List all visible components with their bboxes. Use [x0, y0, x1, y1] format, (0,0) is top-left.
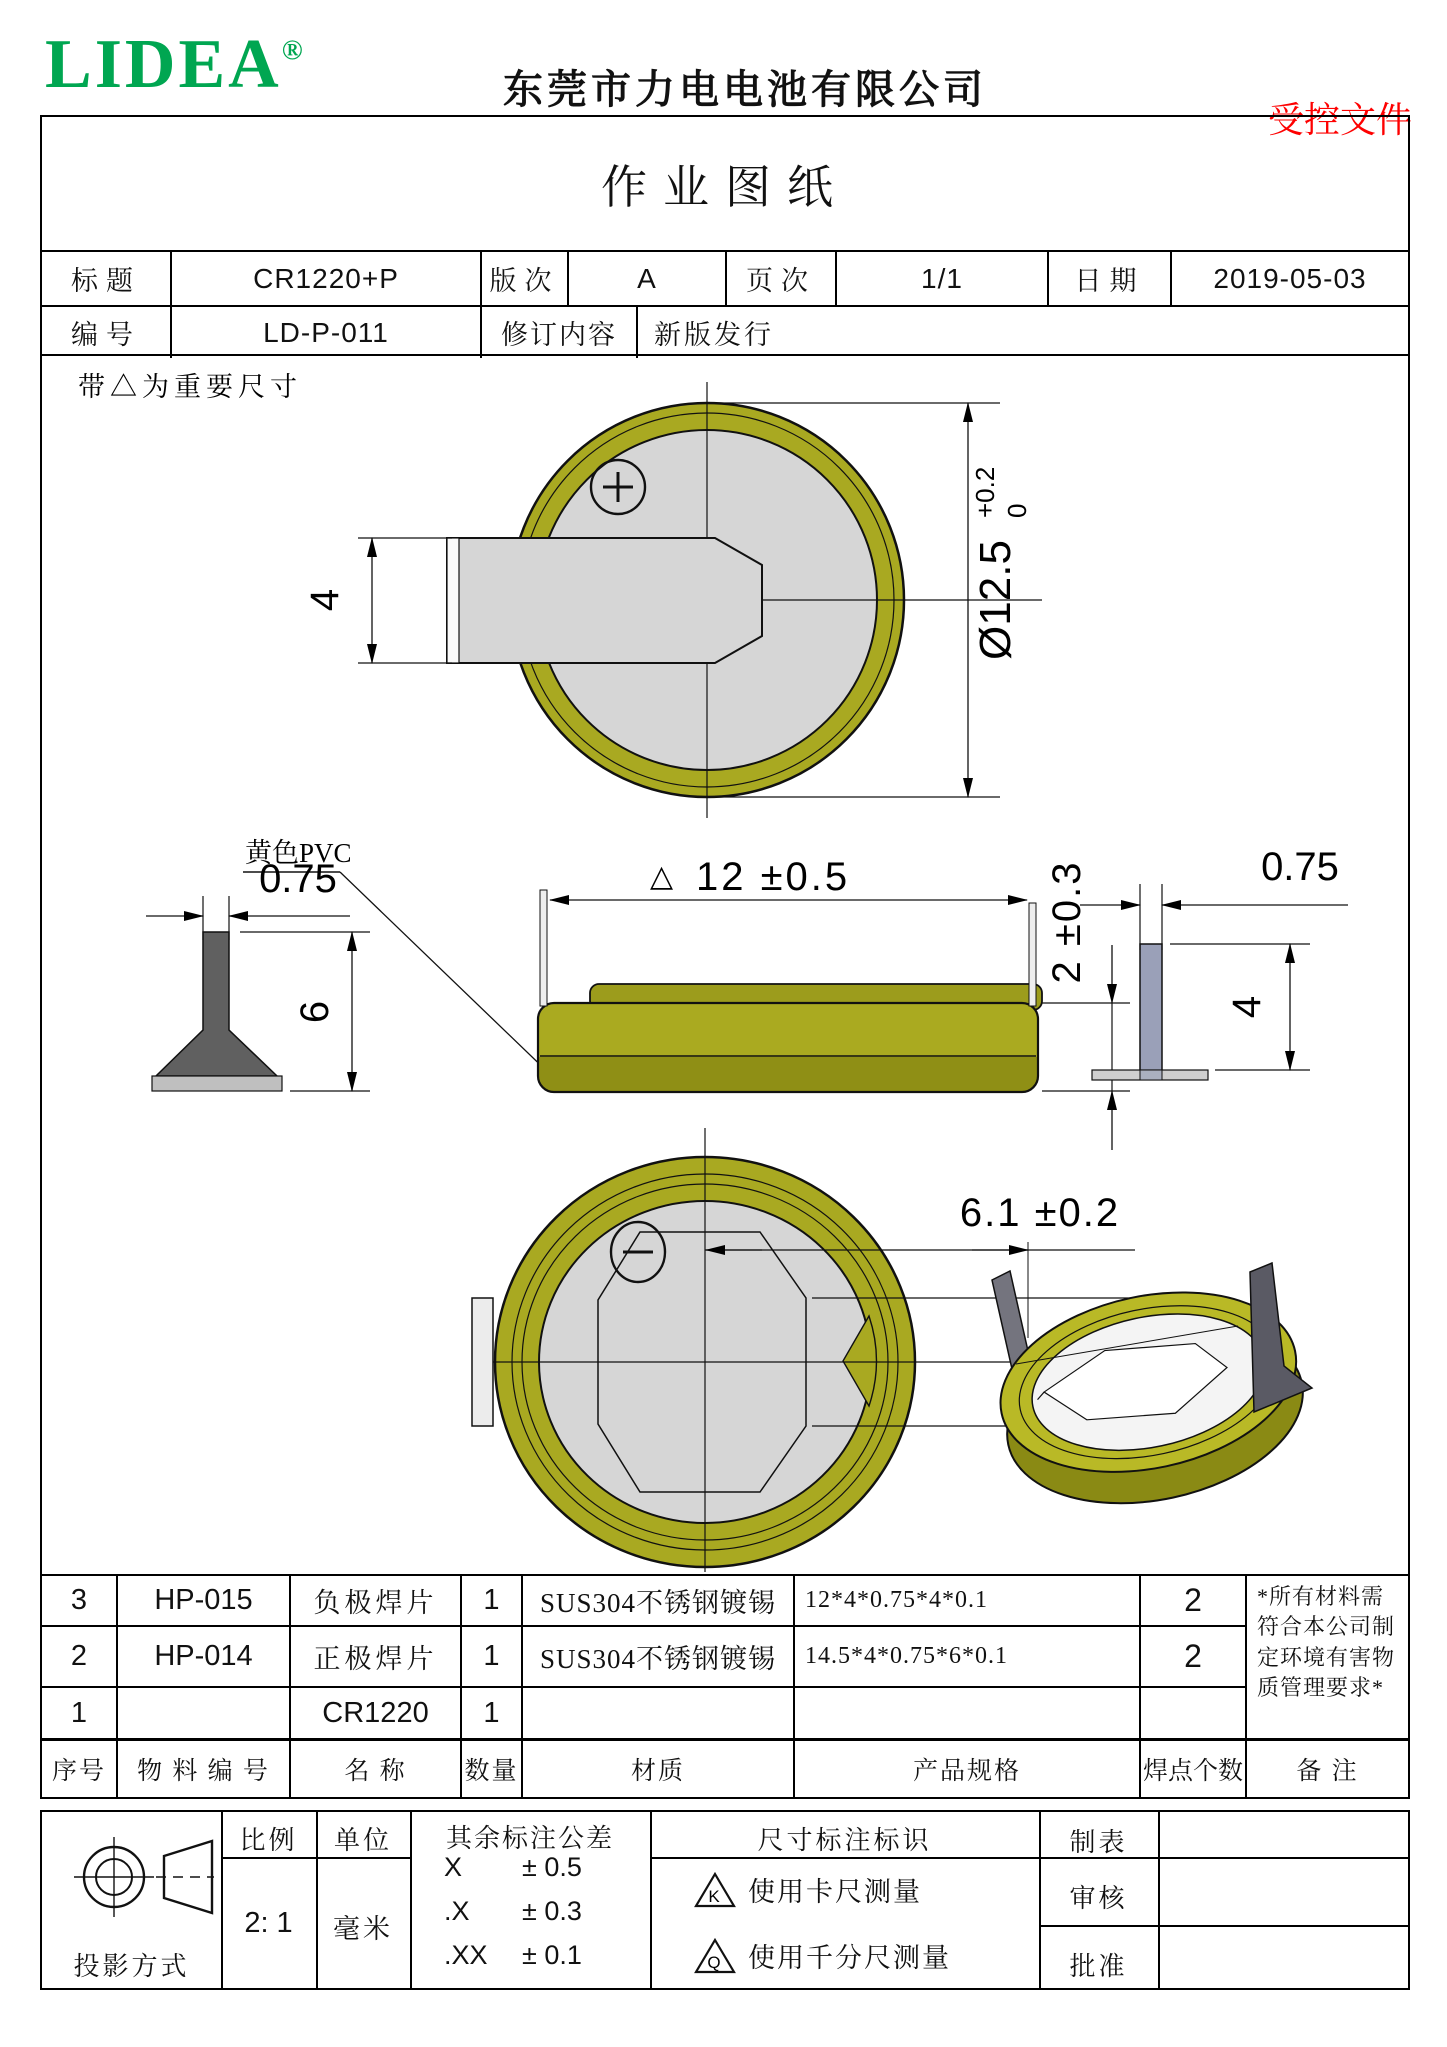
micrometer-legend: [694, 1936, 951, 1975]
tolerance-key: .X: [444, 1896, 470, 1926]
svg-text:△: △: [650, 860, 674, 893]
scale-label: 比例: [239, 1826, 298, 1855]
svg-text:12 ±0.5: 12 ±0.5: [696, 855, 851, 899]
label-revision: 版次: [482, 252, 569, 305]
svg-text:0.75: 0.75: [1261, 845, 1339, 889]
pvc-label: 黄色PVC: [245, 838, 352, 868]
tolerance-row: [444, 1896, 582, 1927]
svg-text:+0.2: +0.2: [970, 466, 1000, 518]
company-name: 东莞市力电电池有限公司: [503, 67, 987, 112]
svg-text:4: 4: [303, 588, 347, 612]
value-date: 2019-05-03: [1213, 262, 1367, 294]
part-solder-count: 2: [1139, 1576, 1245, 1625]
header-remark: 备 注: [1245, 1738, 1408, 1797]
value-page: 1/1: [837, 252, 1049, 305]
dim-body-height: [1042, 861, 1130, 1150]
part-no: 1: [42, 1686, 116, 1738]
part-solder-count: [1139, 1686, 1245, 1738]
svg-text:2 ±0.3: 2 ±0.3: [1045, 860, 1089, 984]
header-spec: 产品规格: [793, 1738, 1139, 1797]
header-solder-count: 焊点个数: [1139, 1738, 1245, 1797]
part-solder-count: 2: [1139, 1625, 1245, 1686]
label-page: 页次: [727, 252, 837, 305]
tolerance-key: .XX: [444, 1940, 488, 1970]
logo-text: LIDEA: [45, 26, 282, 103]
svg-text:0.75: 0.75: [259, 857, 337, 901]
part-code: HP-015: [116, 1576, 289, 1625]
title-row-1: [42, 252, 1408, 305]
iso-tab-right: [1250, 1263, 1312, 1412]
part-qty: 1: [460, 1625, 521, 1686]
part-qty: 1: [460, 1576, 521, 1625]
header-code: 物 料 编 号: [116, 1738, 289, 1797]
svg-text:0: 0: [1002, 503, 1032, 518]
label-title: 标题: [42, 252, 172, 305]
dim-body-diameter: [550, 855, 1027, 900]
dim-pos-tab-thickness: [1080, 845, 1348, 950]
tolerance-title: 其余标注公差: [445, 1824, 614, 1853]
maker-label: 制表: [1069, 1828, 1128, 1857]
label-date: 日期: [1049, 252, 1172, 305]
label-number: 编号: [42, 307, 172, 358]
svg-text:6: 6: [293, 1000, 337, 1024]
dim-top-tab-width: [303, 538, 452, 663]
dim-neg-tab-thickness: [146, 857, 350, 940]
part-no: 2: [42, 1625, 116, 1686]
top-view-drawing: [303, 382, 1042, 818]
svg-text:Ø12.5: Ø12.5: [971, 540, 1020, 660]
part-name: CR1220: [289, 1686, 460, 1738]
header-material: 材质: [521, 1738, 793, 1797]
header-name: 名 称: [289, 1738, 460, 1797]
dim-pos-tab-length: [1170, 944, 1310, 1070]
svg-text:Q: Q: [707, 1952, 723, 1972]
tolerance-value: ± 0.5: [522, 1852, 582, 1882]
divider: [221, 1857, 412, 1859]
part-material: SUS304不锈钢镀锡: [521, 1576, 793, 1625]
tab-bend-right: [1029, 903, 1036, 1006]
review-label: 审核: [1069, 1884, 1128, 1913]
registered-mark-icon: ®: [281, 35, 306, 66]
review-signature-cell: [1158, 1857, 1410, 1925]
parts-table: [40, 1574, 1410, 1799]
caliper-text: 使用卡尺测量: [748, 1877, 922, 1907]
iso-3d-view: [984, 1263, 1320, 1529]
part-spec: 12*4*0.75*4*0.1: [793, 1576, 1139, 1625]
value-number: LD-P-011: [172, 307, 482, 358]
part-spec: 14.5*4*0.75*6*0.1: [793, 1625, 1139, 1686]
pos-tab-side-view: [1080, 845, 1348, 1080]
caliper-triangle-icon: [694, 1872, 736, 1908]
value-title: CR1220+P: [172, 252, 482, 305]
approve-signature-cell: [1158, 1925, 1410, 1990]
doc-title: 作业图纸: [42, 117, 1408, 252]
header-qty: 数量: [460, 1738, 521, 1797]
dim-mark-title: 尺寸标注标识: [757, 1826, 932, 1855]
company-logo: [45, 26, 306, 103]
value-revision-content: 新版发行: [654, 320, 774, 350]
part-qty: 1: [460, 1686, 521, 1738]
part-no: 3: [70, 1584, 88, 1616]
maker-signature-cell: [1158, 1812, 1410, 1857]
svg-text:4: 4: [1225, 995, 1269, 1019]
part-name: 负极焊片: [289, 1576, 460, 1625]
tolerance-value: ± 0.3: [522, 1896, 582, 1926]
parts-note: *所有材料需符合本公司制定环境有害物质管理要求*: [1245, 1576, 1408, 1738]
title-block: [40, 115, 1410, 356]
micrometer-text: 使用千分尺测量: [748, 1943, 951, 1973]
micrometer-triangle-icon: [694, 1938, 736, 1974]
tolerance-row: [444, 1852, 582, 1883]
part-material: SUS304不锈钢镀锡: [521, 1625, 793, 1686]
caliper-legend: [694, 1870, 922, 1909]
title-row-2: [42, 305, 1408, 358]
engineering-drawing-canvas: [40, 356, 1410, 1574]
positive-tab-top: [447, 538, 762, 663]
approve-label: 批准: [1069, 1952, 1128, 1981]
part-code: [116, 1686, 289, 1738]
label-revision-content: 修订内容: [482, 307, 638, 358]
footer-block: [40, 1810, 1410, 1990]
battery-side-view: [538, 855, 1130, 1150]
part-code: HP-014: [116, 1625, 289, 1686]
part-spec: [793, 1686, 1139, 1738]
important-dim-note: 带△为重要尺寸: [78, 372, 302, 402]
value-revision: A: [569, 252, 727, 305]
unit-value: 毫米: [333, 1914, 393, 1944]
projection-symbol-icon: [64, 1828, 214, 1926]
unit-label: 单位: [333, 1826, 392, 1855]
tolerance-row: [444, 1940, 582, 1971]
svg-text:K: K: [708, 1886, 722, 1906]
header-no: 序号: [42, 1738, 116, 1797]
tab-bend-left: [540, 890, 547, 1006]
svg-text:6.1 ±0.2: 6.1 ±0.2: [959, 1191, 1121, 1235]
part-material: [521, 1686, 793, 1738]
tolerance-value: ± 0.1: [522, 1940, 582, 1970]
part-name: 正极焊片: [289, 1625, 460, 1686]
projection-label: 投影方式: [73, 1952, 190, 1981]
scale-value: 2: 1: [244, 1907, 293, 1939]
tolerance-key: X: [444, 1852, 463, 1882]
tab-edge-left: [472, 1298, 493, 1426]
controlled-doc-stamp: 受控文件: [1267, 100, 1412, 140]
neg-tab-side-view: [146, 857, 370, 1091]
